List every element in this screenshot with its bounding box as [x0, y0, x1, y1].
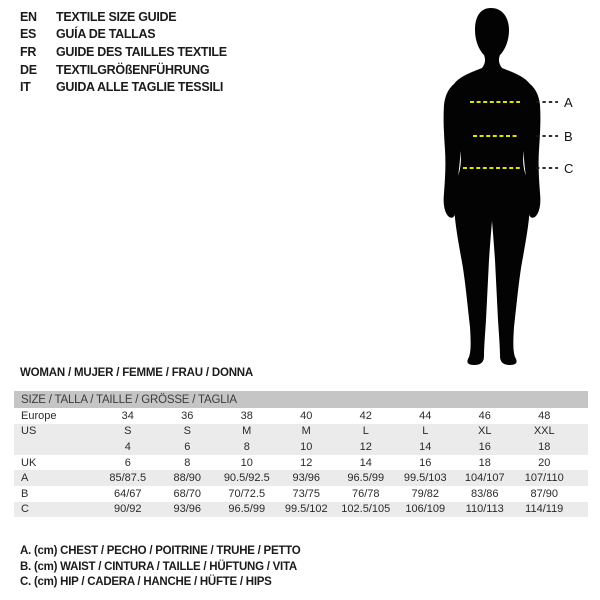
- size-cell: 46: [478, 409, 491, 422]
- table-row-hip: [14, 502, 588, 518]
- size-cell: 114/119: [525, 503, 564, 516]
- measurement-legend: [20, 545, 300, 592]
- measurement-figure: [430, 5, 590, 370]
- language-code: DE: [20, 62, 37, 77]
- size-cell: 18: [478, 456, 491, 469]
- size-cell: 8: [243, 440, 250, 453]
- size-cell: S: [124, 425, 132, 438]
- size-cell: 4: [124, 440, 131, 453]
- size-cell: 104/107: [464, 472, 505, 485]
- row-label: Europe: [21, 409, 57, 422]
- size-cell: 87/90: [530, 487, 559, 500]
- size-cell: 76/78: [351, 487, 380, 500]
- size-cell: 90/92: [113, 503, 142, 516]
- guide-title: GUIDE DES TAILLES TEXTILE: [56, 44, 227, 59]
- size-cell: 16: [478, 440, 491, 453]
- size-cell: 20: [538, 456, 551, 469]
- size-cell: 110/113: [465, 503, 504, 516]
- size-table: [14, 391, 588, 517]
- guide-title: TEXTILGRÖßENFÜHRUNG: [56, 62, 210, 77]
- size-cell: 48: [538, 409, 551, 422]
- language-title-block: [20, 8, 227, 96]
- size-cell: 90.5/92.5: [223, 472, 270, 485]
- size-cell: 107/110: [524, 472, 564, 485]
- size-cell: 40: [300, 409, 313, 422]
- size-cell: 42: [359, 409, 372, 422]
- size-cell: 106/109: [405, 503, 446, 516]
- table-row-uk: [14, 455, 588, 471]
- size-cell: 99.5/102: [284, 503, 328, 516]
- row-label: C: [21, 503, 29, 516]
- size-cell: 88/90: [173, 472, 202, 485]
- size-cell: 93/96: [173, 503, 202, 516]
- language-row: [20, 43, 227, 61]
- size-cell: 93/96: [292, 472, 321, 485]
- size-cell: 18: [538, 440, 551, 453]
- guide-title: TEXTILE SIZE GUIDE: [56, 9, 177, 24]
- size-cell: 64/67: [113, 487, 142, 500]
- size-cell: 14: [419, 440, 432, 453]
- size-cell: 96.5/99: [347, 472, 385, 485]
- size-cell: XXL: [533, 425, 555, 438]
- guide-title: GUIDA ALLE TAGLIE TESSILI: [56, 80, 224, 95]
- size-cell: 99.5/103: [403, 472, 447, 485]
- size-cell: 10: [240, 456, 253, 469]
- size-cell: 73/75: [292, 487, 321, 500]
- size-cell: 8: [184, 456, 191, 469]
- row-label: B: [21, 487, 29, 500]
- size-cell: S: [183, 425, 191, 438]
- hip-marker-label: C: [564, 161, 574, 176]
- size-cell: 96.5/99: [228, 503, 266, 516]
- size-cell: 34: [121, 409, 134, 422]
- size-cell: 6: [184, 440, 191, 453]
- size-cell: 36: [181, 409, 194, 422]
- size-cell: 16: [419, 456, 432, 469]
- size-cell: 44: [419, 409, 432, 422]
- size-cell: 83/86: [470, 487, 499, 500]
- size-cell: XL: [478, 425, 492, 438]
- woman-body-silhouette: [451, 8, 533, 365]
- legend-waist: B. (cm) WAIST / CINTURA / TAILLE / HÜFTUNG / VITA: [20, 560, 297, 573]
- language-row: [20, 8, 227, 26]
- chest-marker-label: A: [564, 95, 573, 110]
- table-row-waist: [14, 486, 588, 502]
- row-label: A: [21, 472, 29, 485]
- size-cell: 12: [359, 440, 372, 453]
- size-cell: 85/87.5: [109, 472, 147, 485]
- size-cell: 14: [359, 456, 372, 469]
- row-label: UK: [21, 456, 37, 469]
- size-cell: 70/72.5: [228, 487, 266, 500]
- size-cell: 6: [124, 456, 131, 469]
- language-code: FR: [20, 44, 37, 59]
- table-row-europe: [14, 408, 588, 424]
- size-cell: 68/70: [173, 487, 202, 500]
- woman-section-title: WOMAN / MUJER / FEMME / FRAU / DONNA: [20, 367, 254, 379]
- language-code: ES: [20, 27, 37, 42]
- size-cell: 10: [300, 440, 313, 453]
- size-cell: M: [242, 425, 252, 438]
- table-row-us: [14, 424, 588, 440]
- legend-chest: A. (cm) CHEST / PECHO / POITRINE / TRUHE / PETTO: [20, 545, 301, 557]
- row-label: US: [21, 425, 37, 438]
- legend-hip: C. (cm) HIP / CADERA / HANCHE / HÜFTE / HIPS: [20, 576, 272, 589]
- language-row: [20, 78, 227, 96]
- size-cell: 79/82: [411, 487, 440, 500]
- table-row-chest: [14, 470, 588, 486]
- size-table-header: SIZE / TALLA / TAILLE / GRÖSSE / TAGLIA: [14, 391, 588, 408]
- guide-title: GUÍA DE TALLAS: [56, 27, 156, 42]
- table-row-us-numeric: [14, 439, 588, 455]
- language-row: [20, 26, 227, 44]
- size-cell: 38: [240, 409, 253, 422]
- woman-silhouette-svg: [430, 5, 590, 370]
- size-cell: 12: [300, 456, 313, 469]
- waist-marker-label: B: [564, 129, 573, 144]
- language-code: IT: [20, 80, 31, 95]
- size-cell: L: [362, 425, 369, 438]
- size-cell: 102.5/105: [341, 503, 391, 516]
- size-cell: M: [301, 425, 311, 438]
- language-code: EN: [20, 9, 37, 24]
- size-cell: L: [422, 425, 429, 438]
- language-row: [20, 61, 227, 79]
